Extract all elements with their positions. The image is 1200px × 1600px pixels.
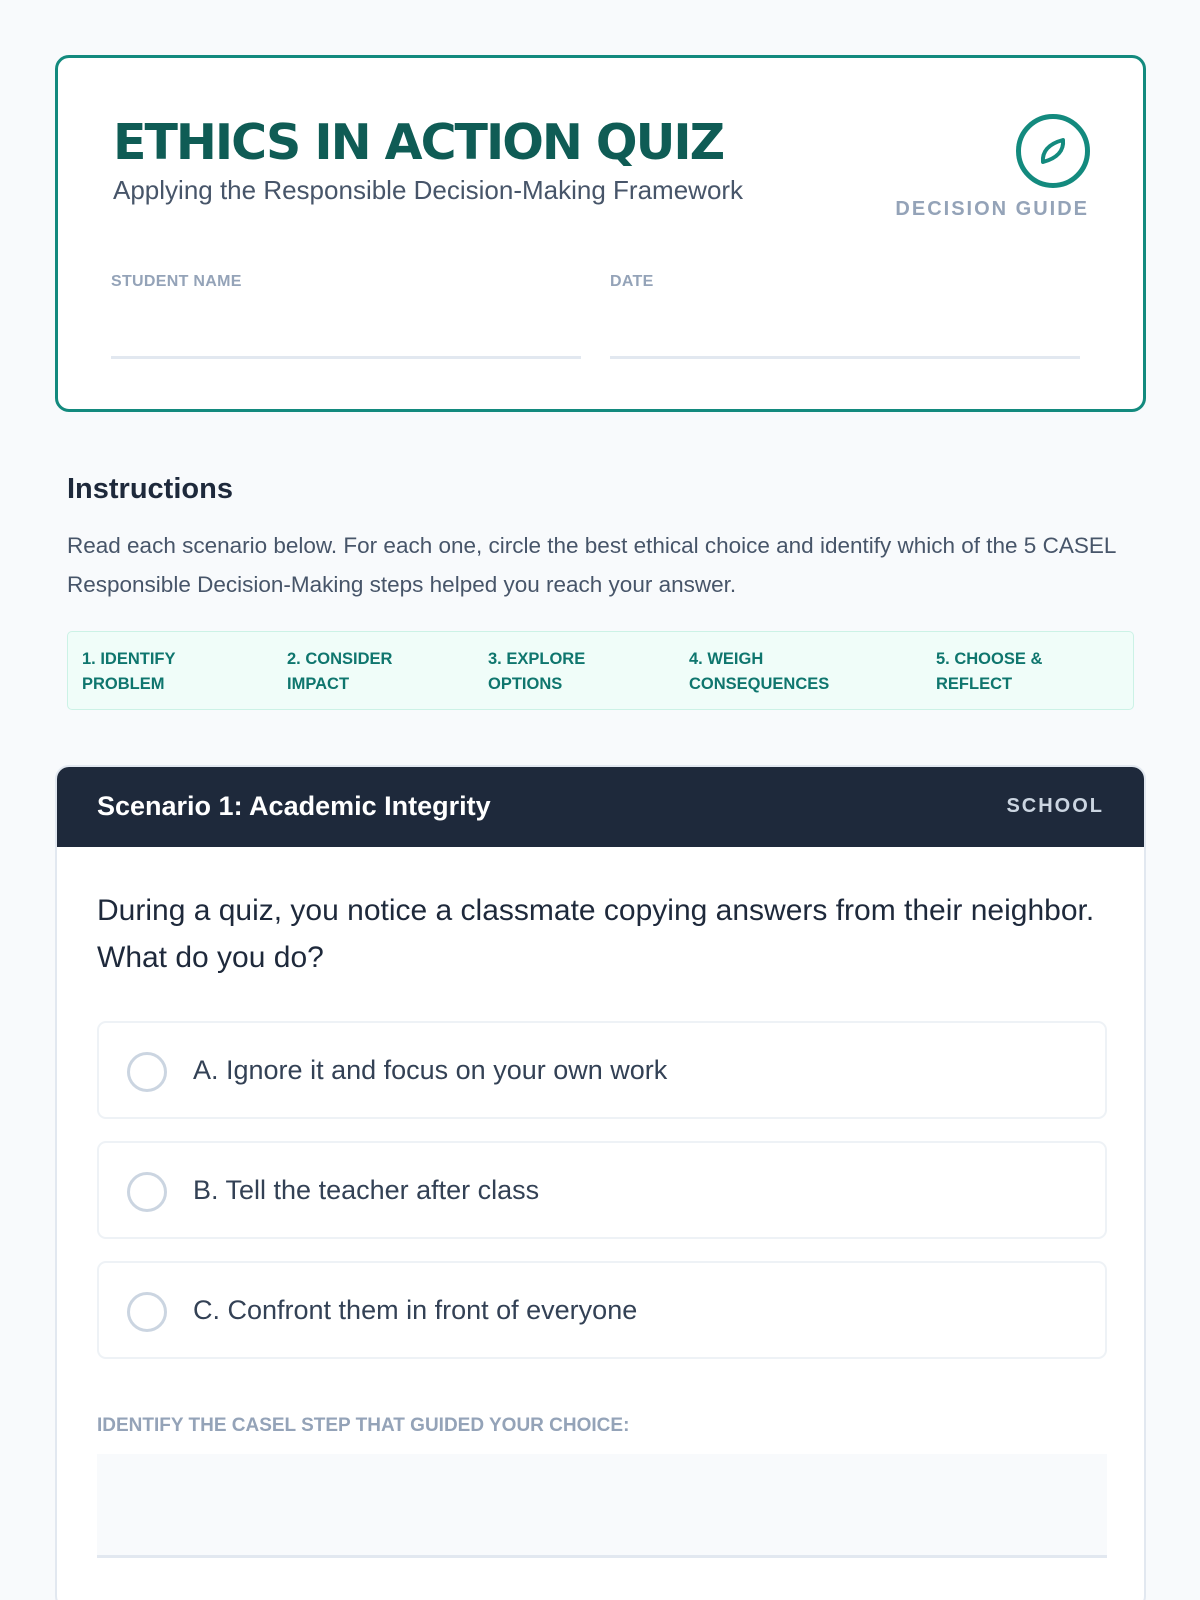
quiz-subtitle: Applying the Responsible Decision-Making Framework [113,175,744,205]
step-choose-reflect [936,647,1042,697]
quiz-header-card [55,55,1146,412]
casel-steps-bar [67,631,1134,710]
option-label: A. Ignore it and focus on your own work [193,1055,668,1085]
option-label: C. Confront them in front of everyone [193,1295,638,1325]
instructions-text: Read each scenario below. For each one, circle the best ethical choice and identify which of the 5 CASEL Responsible Decision-Making steps helped you reach your answer. [67,533,1116,597]
step-line: 4. WEIGH [689,650,764,668]
option-label: B. Tell the teacher after class [193,1175,540,1205]
step-line: CONSEQUENCES [689,675,830,693]
option-a[interactable] [97,1021,1107,1119]
option-c[interactable] [97,1261,1107,1359]
step-identify-problem [82,647,176,697]
step-line: PROBLEM [82,675,165,693]
scenario-card [55,765,1146,1600]
date-label: DATE [610,273,654,290]
step-line: 5. CHOOSE & [936,650,1043,668]
date-field[interactable] [610,356,1080,359]
scenario-question: During a quiz, you notice a classmate copying answers from their neighbor. What do you do? [97,894,1095,974]
identify-step-label: IDENTIFY THE CASEL STEP THAT GUIDED YOUR CHOICE: [97,1415,630,1436]
scenario-header [57,767,1144,847]
radio-circle-icon[interactable] [127,1052,167,1092]
scenario-title: Scenario 1: Academic Integrity [97,791,491,821]
step-line: REFLECT [936,675,1013,693]
radio-circle-icon[interactable] [127,1172,167,1212]
step-line: 2. CONSIDER [287,650,393,668]
step-explore-options [488,647,585,697]
step-line: 1. IDENTIFY [82,650,176,668]
quiz-title: ETHICS IN ACTION QUIZ [113,114,724,171]
step-line: 3. EXPLORE [488,650,586,668]
identify-step-answer-box[interactable] [97,1454,1107,1558]
instructions-title: Instructions [67,473,233,505]
decision-guide-label: DECISION GUIDE [895,198,1089,220]
student-name-label: STUDENT NAME [111,273,242,290]
radio-circle-icon[interactable] [127,1292,167,1332]
scenario-tag: SCHOOL [1006,795,1104,817]
compass-icon [1016,114,1090,188]
compass-needle-icon [1033,131,1073,171]
step-weigh-consequences [689,647,829,697]
step-line: IMPACT [287,675,350,693]
step-line: OPTIONS [488,675,563,693]
student-name-field[interactable] [111,356,581,359]
option-b[interactable] [97,1141,1107,1239]
step-consider-impact [287,647,392,697]
